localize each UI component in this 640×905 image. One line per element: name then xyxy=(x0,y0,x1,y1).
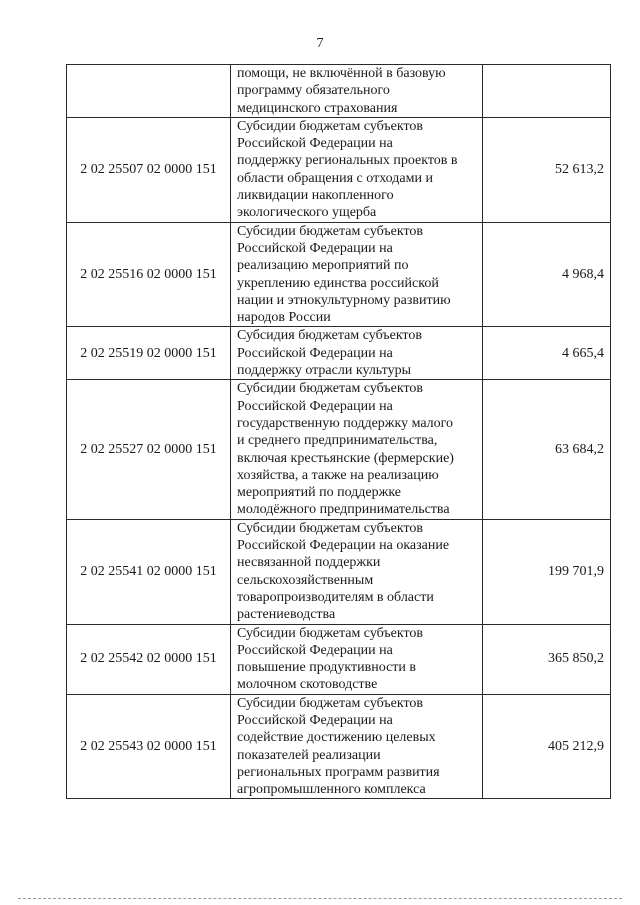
description-cell: Субсидии бюджетам субъектов Российской Федерации на реализацию мероприятий по укреплению единства российской нации и этнокультурному развитию народов России xyxy=(231,222,483,327)
budget-code-cell: 2 02 25516 02 0000 151 xyxy=(67,222,231,327)
description-cell: Субсидии бюджетам субъектов Российской Федерации на поддержку региональных проектов в области обращения с отходами и ликвидации накопленного экологического ущерба xyxy=(231,117,483,222)
budget-code-cell xyxy=(67,65,231,118)
table-row xyxy=(67,222,611,327)
table-row xyxy=(67,65,611,118)
amount-cell: 365 850,2 xyxy=(483,624,611,694)
description-cell: Субсидии бюджетам субъектов Российской Федерации на повышение продуктивности в молочном скотоводстве xyxy=(231,624,483,694)
table-row xyxy=(67,380,611,519)
budget-code-cell: 2 02 25507 02 0000 151 xyxy=(67,117,231,222)
amount-cell: 63 684,2 xyxy=(483,380,611,519)
description-cell: Субсидия бюджетам субъектов Российской Федерации на поддержку отрасли культуры xyxy=(231,327,483,380)
budget-code-cell: 2 02 25542 02 0000 151 xyxy=(67,624,231,694)
amount-cell: 4 968,4 xyxy=(483,222,611,327)
budget-code-cell: 2 02 25541 02 0000 151 xyxy=(67,519,231,624)
description-cell: помощи, не включённой в базовую программу обязательного медицинского страхования xyxy=(231,65,483,118)
amount-cell xyxy=(483,65,611,118)
budget-code-cell: 2 02 25519 02 0000 151 xyxy=(67,327,231,380)
amount-cell: 405 212,9 xyxy=(483,694,611,799)
page-number: 7 xyxy=(316,36,324,51)
budget-table-body xyxy=(67,65,611,799)
description-cell: Субсидии бюджетам субъектов Российской Федерации на содействие достижению целевых показателей реализации региональных программ развития агропромышленного комплекса xyxy=(231,694,483,799)
table-row xyxy=(67,624,611,694)
budget-code-cell: 2 02 25543 02 0000 151 xyxy=(67,694,231,799)
table-row xyxy=(67,694,611,799)
amount-cell: 52 613,2 xyxy=(483,117,611,222)
scan-edge-divider xyxy=(18,898,622,899)
budget-code-cell: 2 02 25527 02 0000 151 xyxy=(67,380,231,519)
amount-cell: 4 665,4 xyxy=(483,327,611,380)
table-row xyxy=(67,117,611,222)
table-row xyxy=(67,519,611,624)
budget-table xyxy=(66,64,611,799)
description-cell: Субсидии бюджетам субъектов Российской Федерации на государственную поддержку малого и среднего предпринимательства, включая крестьянские (фермерские) хозяйства, а также на реализацию мероприятий по поддержке молодёжного предпринимательства xyxy=(231,380,483,519)
amount-cell: 199 701,9 xyxy=(483,519,611,624)
description-cell: Субсидии бюджетам субъектов Российской Федерации на оказание несвязанной поддержки сельскохозяйственным товаропроизводителям в области растениеводства xyxy=(231,519,483,624)
table-row xyxy=(67,327,611,380)
